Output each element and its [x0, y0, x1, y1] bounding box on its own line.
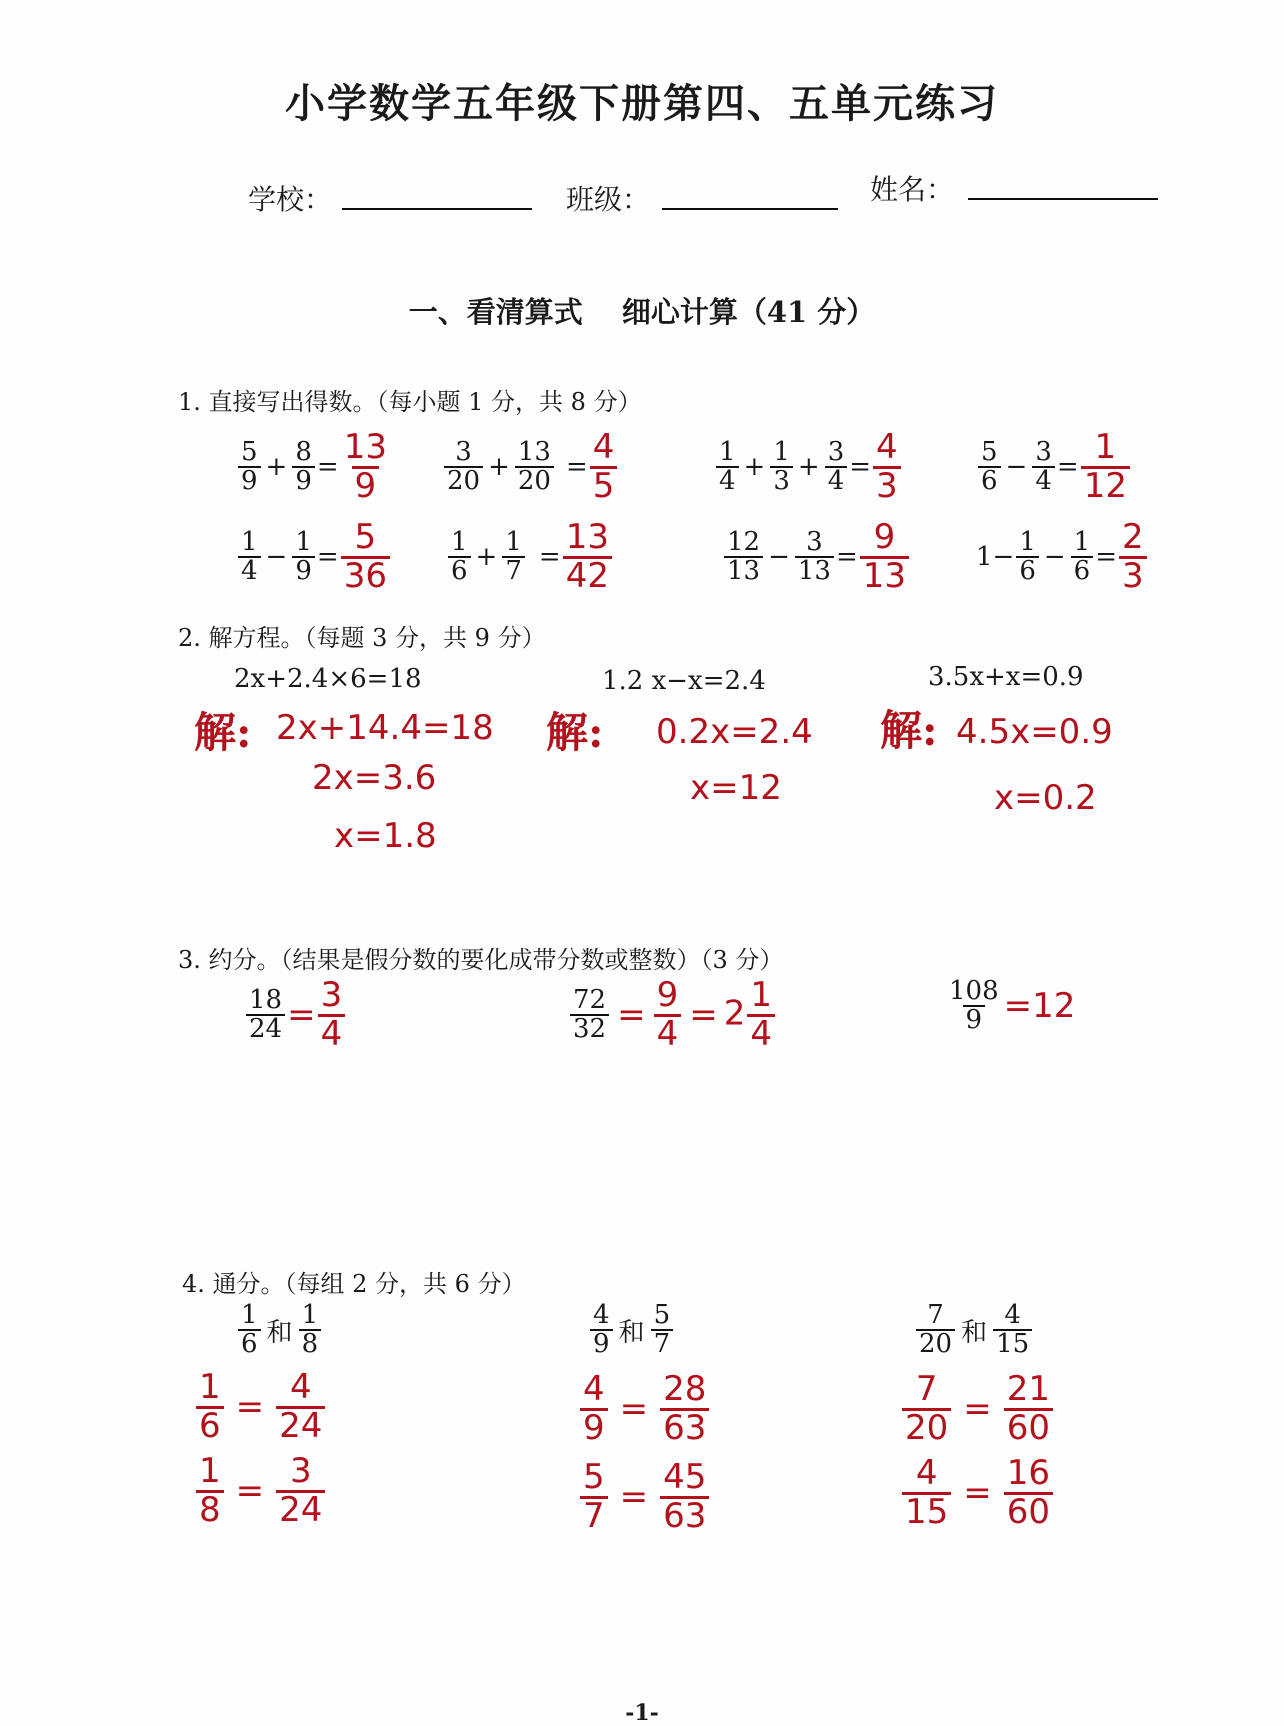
q1-heading: 1. 直接写出得数。（每小题 1 分，共 8 分）: [178, 388, 642, 416]
name-field[interactable]: [968, 198, 1158, 200]
name-label: 姓名：: [870, 173, 955, 206]
q2-jie-1: 解:: [194, 708, 252, 757]
q4-g3-row2: $\frac{4}{15}$ = $\frac{16}{60}$: [900, 1456, 1055, 1530]
q1-answer-3: $\frac{4}{3}$: [871, 430, 903, 504]
page-number: -1-: [625, 1700, 659, 1726]
q3-answer-2a: $\frac{9}{4}$: [652, 978, 684, 1052]
q2-s1-step1: 2x+14.4=18: [276, 708, 494, 748]
q1-answer-5: $\frac{5}{36}$: [339, 520, 392, 594]
q4-g2-row2: $\frac{5}{7}$ = $\frac{45}{63}$: [578, 1460, 711, 1534]
q1-item-6: $\frac{1}{6}$ + $\frac{1}{7}$ = $\frac{13}{42}$: [446, 520, 614, 594]
q4-g3-row1: $\frac{7}{20}$ = $\frac{21}{60}$: [900, 1372, 1055, 1446]
q3-answer-2b: 2 $\frac{1}{4}$: [724, 978, 777, 1052]
q3-item-1: $\frac{18}{24}$ = $\frac{3}{4}$: [244, 978, 347, 1052]
q2-s2-step1: 0.2x=2.4: [656, 712, 813, 752]
q2-s1-step3: x=1.8: [334, 816, 437, 856]
page-title: 小学数学五年级下册第四、五单元练习: [285, 80, 999, 127]
q3-item-3: $\frac{108}{9}$ = 12: [949, 976, 1076, 1036]
q4-group-2: $\frac{4}{9}$ 和 $\frac{5}{7}$: [588, 1302, 675, 1359]
q1-item-4: $\frac{5}{6}$ − $\frac{3}{4}$ = $\frac{1}{12}$: [976, 430, 1132, 504]
school-field[interactable]: [342, 208, 532, 210]
q1-item-2: $\frac{3}{20}$ + $\frac{13}{20}$ = $\frac{4}{5}$: [442, 430, 619, 504]
q2-s3-step1: 4.5x=0.9: [956, 712, 1113, 752]
q2-equation-3: 3.5x+x=0.9: [928, 662, 1084, 692]
q2-jie-3: 解:: [880, 706, 938, 755]
q4-g1-row2: $\frac{1}{8}$ = $\frac{3}{24}$: [194, 1454, 327, 1528]
q2-s2-step2: x=12: [690, 768, 782, 808]
q2-heading: 2. 解方程。（每题 3 分，共 9 分）: [178, 624, 546, 652]
q1-answer-2: $\frac{4}{5}$: [588, 430, 620, 504]
q3-item-2: $\frac{72}{32}$ = $\frac{9}{4}$ = 2 $\frac{1}{4}$: [568, 978, 777, 1052]
q1-item-5: $\frac{1}{4}$ − $\frac{1}{9}$ = $\frac{5}{36}$: [236, 520, 392, 594]
class-field[interactable]: [662, 208, 838, 210]
q1-answer-1: $\frac{13}{9}$: [343, 427, 387, 506]
q4-group-1: $\frac{1}{6}$ 和 $\frac{1}{8}$: [236, 1302, 323, 1359]
q1-item-7: $\frac{12}{13}$ − $\frac{3}{13}$ = $\frac{9}{13}$: [722, 520, 911, 594]
q1-answer-6: $\frac{13}{42}$: [561, 520, 614, 594]
q2-s1-step2: 2x=3.6: [312, 758, 437, 798]
q1-item-3: $\frac{1}{4}$ + $\frac{1}{3}$ + $\frac{3}{4}$ = $\frac{4}{3}$: [714, 430, 903, 504]
q2-s3-step2: x=0.2: [994, 778, 1097, 818]
section-title: 一、看清算式 细心计算（41 分）: [408, 295, 876, 329]
q1-answer-7: $\frac{9}{13}$: [858, 520, 911, 594]
q3-answer-1: $\frac{3}{4}$: [316, 978, 348, 1052]
class-label: 班级：: [566, 183, 651, 216]
q4-g2-row1: $\frac{4}{9}$ = $\frac{28}{63}$: [578, 1372, 711, 1446]
q1-item-8: 1− $\frac{1}{6}$ − $\frac{1}{6}$ = $\frac{2}{3}$: [976, 520, 1149, 594]
q1-answer-4: $\frac{1}{12}$: [1079, 430, 1132, 504]
q4-g1-row1: $\frac{1}{6}$ = $\frac{4}{24}$: [194, 1370, 327, 1444]
q2-equation-2: 1.2 x−x=2.4: [602, 666, 766, 696]
school-label: 学校：: [248, 183, 333, 216]
q4-group-3: $\frac{7}{20}$ 和 $\frac{4}{15}$: [914, 1302, 1034, 1359]
q2-jie-2: 解:: [546, 708, 604, 757]
q1-answer-8: $\frac{2}{3}$: [1117, 520, 1149, 594]
q2-equation-1: 2x+2.4×6=18: [234, 664, 422, 694]
q3-answer-3: 12: [1032, 986, 1076, 1027]
q4-heading: 4. 通分。（每组 2 分，共 6 分）: [182, 1270, 526, 1298]
q3-heading: 3. 约分。（结果是假分数的要化成带分数或整数）（3 分）: [178, 946, 784, 974]
q1-item-1: $\frac{5}{9}$ + $\frac{8}{9}$ = $\frac{13}{9}$: [236, 430, 392, 504]
